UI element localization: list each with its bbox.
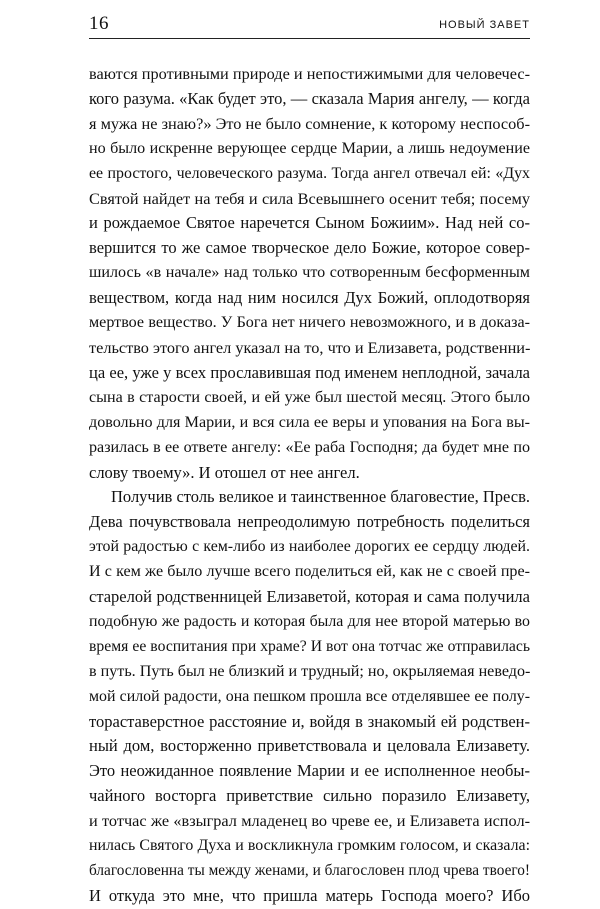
text-line: слову твоему». И отошел от нее ангел. <box>89 462 360 482</box>
text-line: я мужа не знаю?» Это не было сомнение, к которому неспособ- <box>89 113 530 133</box>
text-line: довольно для Марии, и вся сила ее веры и упования на Бога вы- <box>89 413 530 431</box>
text-line: и тотчас же «взыграл младенец во чреве ее, и Елизавета испол- <box>89 811 530 831</box>
text-line: но было искренне верующее сердце Марии, а лишь недоумение <box>89 139 530 157</box>
text-line: чайного восторга приветствие сильно поразило Елизавету, <box>89 786 530 806</box>
text-line: тораставерстное расстояние и, войдя в знакомый ей родствен- <box>89 711 530 731</box>
text-line: ца ее, уже у всех прославившая под именем неплодной, зачала <box>89 362 530 382</box>
text-line: ее простого, человеческого разума. Тогда ангел отвечал ей: «Дух <box>89 164 530 182</box>
text-line: старелой родственницей Елизаветой, которая и сама получила <box>89 587 530 607</box>
paragraph-1 <box>89 62 530 485</box>
text-line: Получив столь великое и таинственное благовестие, Пресв. <box>111 487 530 507</box>
text-line: тельство этого ангел указал на то, что и Елизавета, родственни- <box>89 337 530 357</box>
text-line: И с кем же было лучше всего поделиться ей, как не с своей пре- <box>89 563 530 581</box>
paragraph-2 <box>89 485 530 908</box>
text-line: подобную же радость и которая была для нее второй матерью во <box>89 612 530 630</box>
text-line: кого разума. «Как будет это, — сказала Мария ангелу, — когда <box>89 88 530 108</box>
text-line: шилось «в начале» над только что сотворенным бесформенным <box>89 264 530 282</box>
page-number: 16 <box>89 13 109 34</box>
text-line: мой силой радости, она пешком прошла все отделявшее ее полу- <box>89 687 530 705</box>
text-line: Это неожиданное появление Марии и ее исполненное необы- <box>89 761 530 781</box>
text-line: веществом, когда над ним носился Дух Божий, оплодотворяя <box>89 288 530 308</box>
text-line: ный дом, восторженно приветствовала и целовала Елизавету. <box>89 736 530 756</box>
running-title: НОВЫЙ ЗАВЕТ <box>439 19 530 31</box>
text-line: разилась в ее ответе ангелу: «Ее раба Господня; да будет мне по <box>89 438 530 456</box>
text-line: ваются противными природе и непостижимыми для человечес- <box>89 64 530 83</box>
text-line: в путь. Путь был не близкий и трудный; но, окрыляемая неведо- <box>89 662 530 680</box>
text-line: мертвое вещество. У Бога нет ничего невозможного, и в доказа- <box>89 314 530 332</box>
text-line: нилась Святого Духа и воскликнула громким голосом, и сказала: <box>89 837 530 855</box>
text-line: время ее воспитания при храме? И вот она тотчас же отправилась <box>89 637 530 655</box>
text-line: И откуда это мне, что пришла матерь Господа моего? Ибо <box>89 885 530 905</box>
text-line: и рождаемое Святое наречется Сыном Божиим». Над ней со- <box>89 213 530 233</box>
body-text <box>89 62 530 909</box>
text-line: вершится то же самое творческое дело Божие, которое совер- <box>89 238 530 258</box>
text-line: сына в старости своей, и ей уже был шестой месяц. Этого было <box>89 388 530 406</box>
text-line: Святой найдет на тебя и сила Всевышнего осенит тебя; посему <box>89 188 530 208</box>
text-line: благословенна ты между женами, и благословен плод чрева твоего! <box>89 862 530 879</box>
header-rule <box>89 38 530 39</box>
text-line: этой радостью с кем-либо из наиболее дорогих ее сердцу людей. <box>89 538 530 556</box>
text-line: Дева почувствовала непреодолимую потребность поделиться <box>89 512 530 532</box>
page-header <box>89 8 530 38</box>
